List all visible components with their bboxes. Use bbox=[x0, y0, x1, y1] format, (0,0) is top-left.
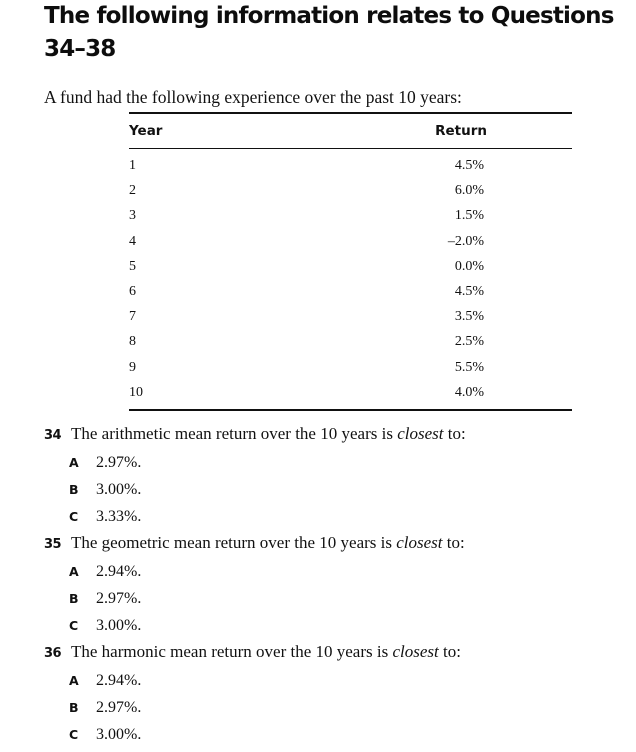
table-row bbox=[129, 330, 572, 355]
question-emphasis: closest bbox=[392, 641, 439, 661]
return-cell: 6.0% bbox=[454, 183, 484, 199]
question-36 bbox=[44, 641, 636, 665]
question-text-end: to: bbox=[438, 641, 461, 661]
option-letter: C bbox=[69, 508, 79, 524]
return-cell: 4.5% bbox=[454, 158, 484, 173]
option-36-c[interactable] bbox=[69, 724, 636, 746]
heading-line-1: The following information relates to Questions bbox=[44, 3, 614, 29]
table-bottom-rule bbox=[129, 409, 572, 411]
return-cell: 2.5% bbox=[454, 334, 484, 350]
question-number: 36 bbox=[44, 645, 62, 661]
question-emphasis: closest bbox=[396, 532, 443, 552]
option-35-c[interactable] bbox=[69, 615, 636, 637]
year-cell: 7 bbox=[129, 309, 136, 325]
option-letter: A bbox=[69, 454, 79, 470]
option-36-a[interactable] bbox=[69, 670, 636, 692]
option-letter: A bbox=[69, 563, 79, 579]
table-row bbox=[129, 280, 572, 305]
year-cell: 3 bbox=[129, 208, 136, 224]
year-cell: 9 bbox=[129, 359, 136, 375]
option-text: 2.94%. bbox=[96, 671, 142, 689]
question-text-end: to: bbox=[442, 532, 465, 552]
option-text: 2.97%. bbox=[96, 453, 142, 471]
return-cell: 4.5% bbox=[454, 283, 484, 299]
option-text: 2.97%. bbox=[96, 589, 142, 607]
option-34-b[interactable] bbox=[69, 479, 636, 501]
header-return: Return bbox=[435, 123, 487, 139]
option-34-a[interactable] bbox=[69, 452, 636, 474]
option-35-b[interactable] bbox=[69, 588, 636, 610]
option-text: 3.33%. bbox=[96, 507, 142, 525]
year-cell: 6 bbox=[129, 283, 136, 299]
return-cell: 1.5% bbox=[454, 208, 484, 224]
year-cell: 2 bbox=[129, 183, 136, 199]
option-letter: C bbox=[69, 617, 79, 633]
year-cell: 10 bbox=[129, 384, 143, 400]
year-cell: 5 bbox=[129, 258, 136, 274]
year-cell: 4 bbox=[129, 233, 136, 249]
table-body bbox=[129, 149, 572, 409]
table-row bbox=[129, 230, 572, 255]
question-34 bbox=[44, 423, 636, 447]
section-heading bbox=[44, 0, 634, 66]
option-35-a[interactable] bbox=[69, 561, 636, 583]
year-cell: 8 bbox=[129, 334, 136, 350]
option-letter: B bbox=[69, 699, 79, 715]
question-block-36 bbox=[44, 641, 636, 746]
question-text: The harmonic mean return over the 10 years is bbox=[71, 641, 393, 661]
return-cell: –2.0% bbox=[447, 233, 484, 249]
option-34-c[interactable] bbox=[69, 506, 636, 528]
header-year: Year bbox=[129, 123, 163, 139]
question-text-end: to: bbox=[443, 423, 466, 443]
table-row bbox=[129, 255, 572, 280]
option-letter: A bbox=[69, 672, 79, 688]
table-row bbox=[129, 179, 572, 204]
question-block-35 bbox=[44, 532, 636, 637]
option-text: 3.00%. bbox=[96, 616, 142, 634]
option-letter: C bbox=[69, 726, 79, 742]
option-text: 3.00%. bbox=[96, 725, 142, 743]
table-row bbox=[129, 204, 572, 229]
table-row bbox=[129, 154, 572, 179]
table-row bbox=[129, 305, 572, 330]
intro-text: A fund had the following experience over the past 10 years: bbox=[44, 87, 462, 107]
option-text: 2.97%. bbox=[96, 698, 142, 716]
return-cell: 3.5% bbox=[454, 309, 484, 325]
heading-line-2: 34–38 bbox=[44, 36, 116, 62]
question-block-34 bbox=[44, 423, 636, 528]
question-number: 35 bbox=[44, 536, 62, 552]
option-text: 3.00%. bbox=[96, 480, 142, 498]
returns-table bbox=[129, 112, 572, 411]
table-row bbox=[129, 356, 572, 381]
return-cell: 0.0% bbox=[454, 258, 484, 274]
option-letter: B bbox=[69, 590, 79, 606]
question-number: 34 bbox=[44, 427, 62, 443]
return-cell: 5.5% bbox=[454, 359, 484, 375]
year-cell: 1 bbox=[129, 158, 136, 173]
option-36-b[interactable] bbox=[69, 697, 636, 719]
question-35 bbox=[44, 532, 636, 556]
return-cell: 4.0% bbox=[454, 384, 484, 400]
option-text: 2.94%. bbox=[96, 562, 142, 580]
question-text: The geometric mean return over the 10 years is bbox=[71, 532, 397, 552]
option-letter: B bbox=[69, 481, 79, 497]
table-row bbox=[129, 381, 572, 406]
question-text: The arithmetic mean return over the 10 years is bbox=[71, 423, 398, 443]
question-emphasis: closest bbox=[397, 423, 444, 443]
table-header bbox=[129, 114, 572, 148]
